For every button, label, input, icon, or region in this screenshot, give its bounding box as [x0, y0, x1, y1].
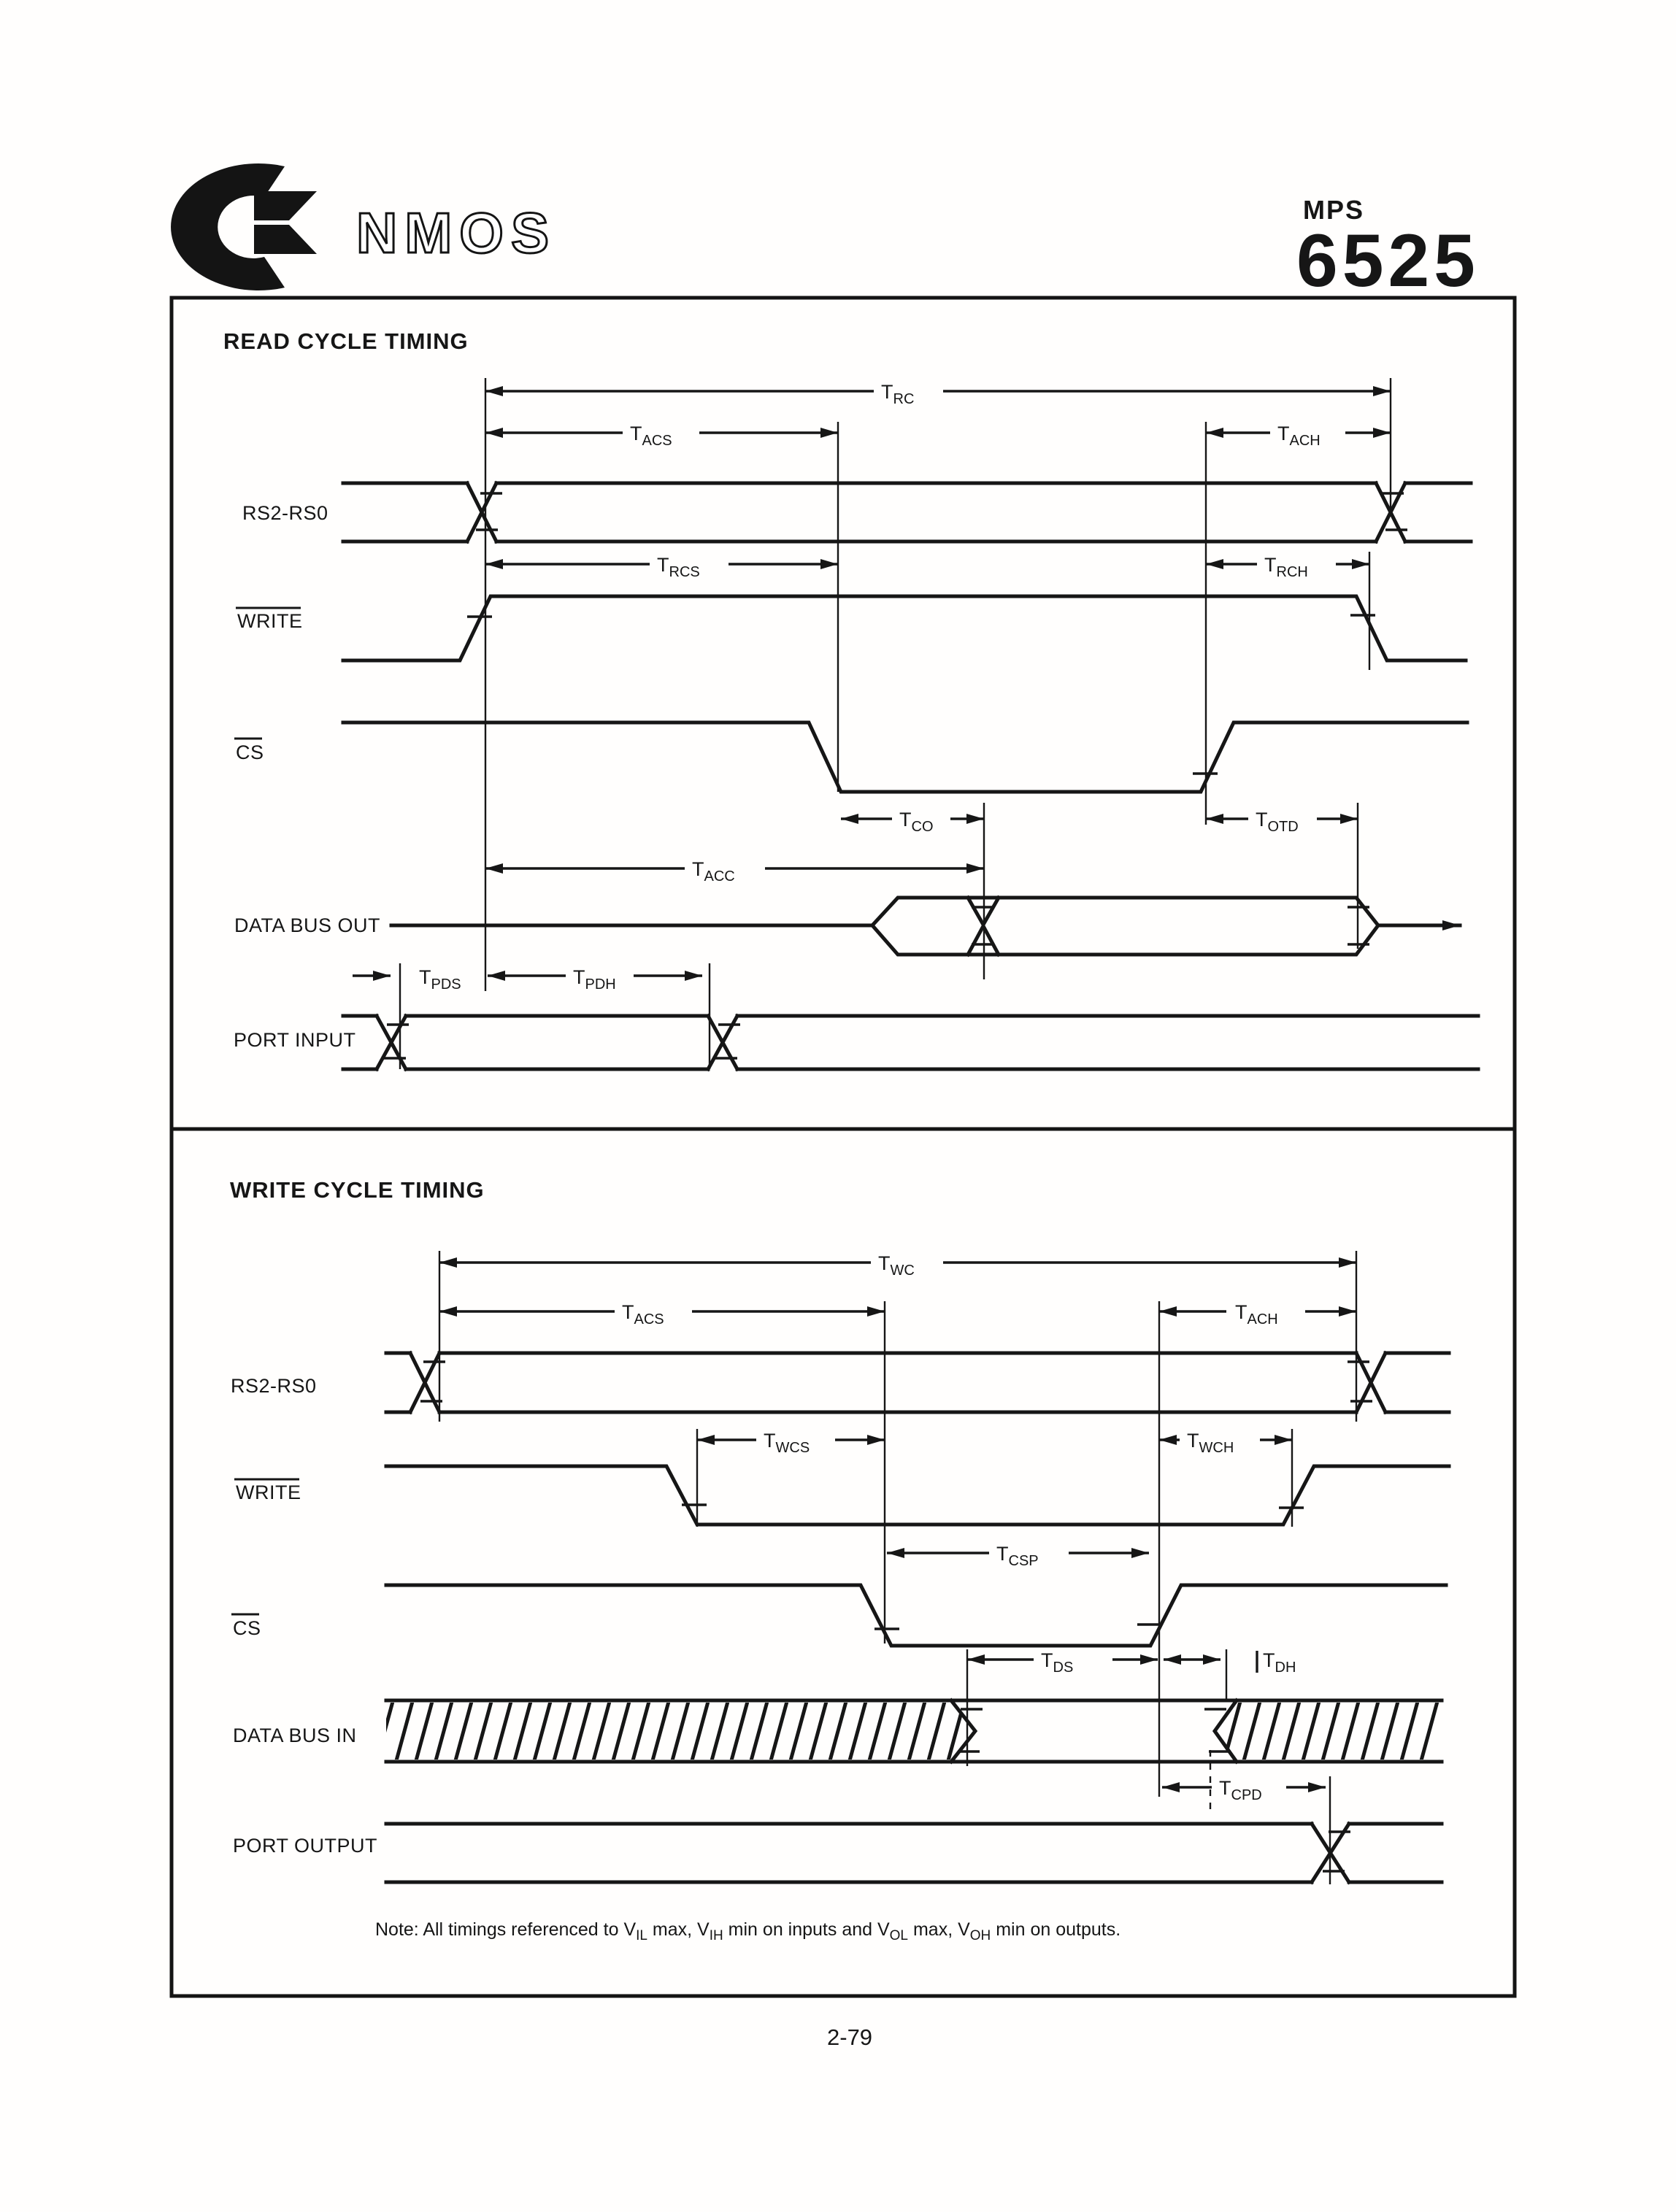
commodore-logo-icon [171, 163, 317, 290]
timing-label-tpdh: $T_{PDH}$ [573, 966, 616, 993]
signal-label-cs-write: CS [233, 1617, 261, 1639]
signal-label-write-read: WRITE [237, 610, 303, 632]
timing-label-tacs-write: $T_{ACS}$ [622, 1301, 664, 1327]
read-dim-tacs [485, 423, 838, 449]
write-dim-tach [1159, 1301, 1356, 1327]
write-dim-twch [1159, 1430, 1292, 1456]
header [171, 163, 1480, 302]
timing-label-tpds: $T_{PDS}$ [419, 966, 461, 993]
signal-label-port-output: PORT OUTPUT [233, 1835, 378, 1857]
timing-label-tds: $T_{DS}$ [1041, 1649, 1074, 1676]
read-dim-tach [1206, 423, 1391, 449]
write-dim-tcsp [887, 1543, 1149, 1569]
write-dim-tcpd [1162, 1777, 1326, 1803]
timing-label-trc: $T_{RC}$ [881, 381, 915, 407]
write-cycle-diagram [230, 1177, 1449, 1943]
read-dim-tacc [485, 858, 984, 885]
write-dim-twcs [697, 1430, 885, 1456]
read-signal-port-input [234, 1016, 1478, 1069]
write-signal-cs [231, 1585, 1446, 1646]
write-dim-tdh [1164, 1649, 1296, 1676]
series-label: MPS [1303, 195, 1365, 225]
signal-label-data-bus-in: DATA BUS IN [233, 1724, 357, 1746]
write-signal-data-bus-in [233, 1700, 1442, 1762]
signal-label-data-bus-out: DATA BUS OUT [234, 914, 381, 936]
read-cycle-title: READ CYCLE TIMING [223, 328, 469, 354]
timing-label-totd: $T_{OTD}$ [1256, 809, 1299, 835]
timing-label-twch: $T_{WCH}$ [1187, 1430, 1234, 1456]
read-cycle-diagram [223, 328, 1478, 1069]
read-signal-data-bus-out [234, 898, 1460, 955]
read-signal-rs2-rs0 [242, 483, 1471, 542]
read-signal-write [236, 596, 1466, 660]
timing-label-tcsp: $T_{CSP}$ [996, 1543, 1039, 1569]
signal-label-rs2-rs0-read: RS2-RS0 [242, 502, 328, 524]
timing-label-tacs-read: $T_{ACS}$ [630, 423, 672, 449]
read-dim-tco [841, 809, 984, 835]
read-dim-trch [1206, 554, 1369, 580]
read-dim-tpds [353, 966, 461, 993]
signal-label-cs-read: CS [236, 741, 264, 763]
timing-label-tdh: $T_{DH}$ [1263, 1649, 1296, 1676]
timing-label-tcpd: $T_{CPD}$ [1219, 1777, 1262, 1803]
data-bus-in-hatch-left [386, 1703, 975, 1760]
timing-label-trch: $T_{RCH}$ [1264, 554, 1308, 580]
page-number: 2-79 [827, 2024, 873, 2050]
signal-label-rs2-rs0-write: RS2-RS0 [231, 1375, 317, 1397]
write-dim-tds [967, 1649, 1158, 1676]
read-signal-cs [234, 722, 1467, 792]
timing-label-twcs: $T_{WCS}$ [764, 1430, 810, 1456]
data-bus-in-hatch-right [1215, 1703, 1439, 1760]
timing-label-twc: $T_{WC}$ [878, 1252, 915, 1279]
part-number: 6525 [1296, 219, 1480, 302]
timing-label-tach-write: $T_{ACH}$ [1235, 1301, 1278, 1327]
read-dim-tpdh [488, 966, 702, 993]
write-cycle-title: WRITE CYCLE TIMING [230, 1177, 485, 1203]
brand-name: NMOS [356, 201, 556, 265]
write-dim-twc [439, 1252, 1356, 1279]
signal-label-port-input: PORT INPUT [234, 1029, 356, 1051]
timing-label-trcs: $T_{RCS}$ [657, 554, 700, 580]
read-dim-trc [485, 381, 1391, 407]
write-dim-tacs [439, 1301, 885, 1327]
write-signal-write [234, 1466, 1449, 1525]
timing-label-tach-read: $T_{ACH}$ [1277, 423, 1321, 449]
write-signal-port-output [233, 1824, 1442, 1882]
timing-label-tco: $T_{CO}$ [899, 809, 934, 835]
write-signal-rs2-rs0 [231, 1353, 1449, 1412]
read-dim-trcs [485, 554, 838, 580]
timing-note: Note: All timings referenced to $V_{IL}$ max, $V_{IH}$ min on inputs and $V_{OL}$ max, $V_{OH}$ min on outputs. [375, 1919, 1121, 1943]
timing-label-tacc: $T_{ACC}$ [692, 858, 735, 885]
read-dim-totd [1206, 809, 1358, 835]
signal-label-write-write: WRITE [236, 1481, 301, 1503]
